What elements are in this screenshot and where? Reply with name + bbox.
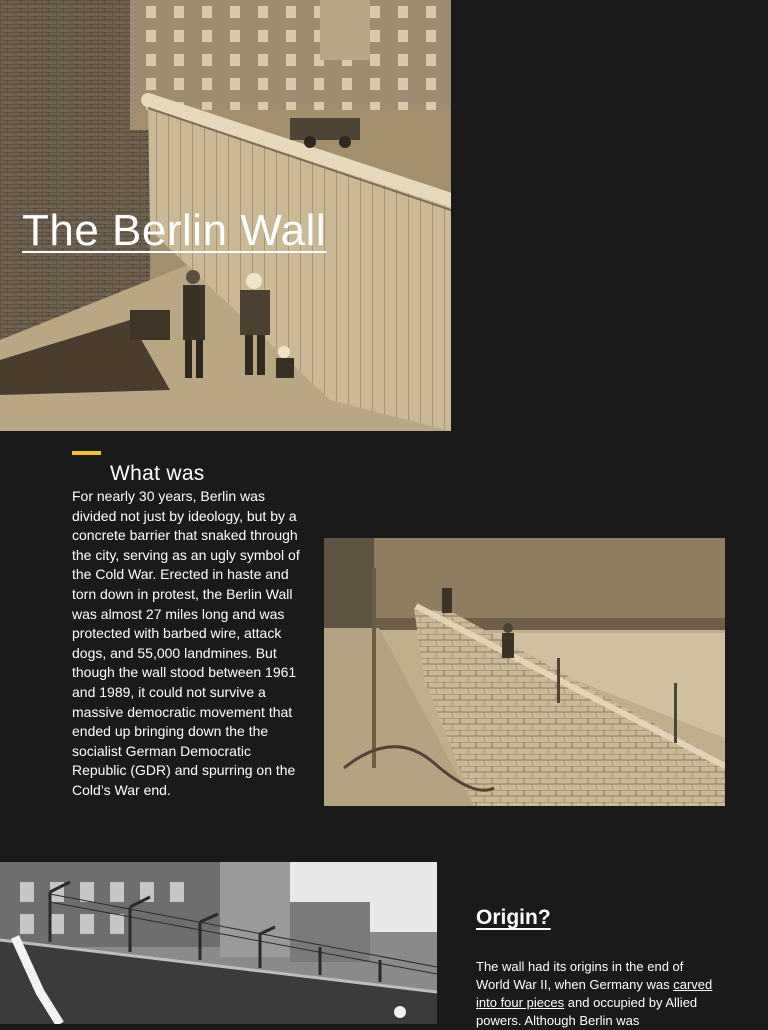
- origin-paragraph: [476, 958, 716, 1030]
- origin-text-end: and occupied by Allied powers. Although Berlin was: [476, 995, 698, 1028]
- origin-text-start: The wall had its origins in the end of World War II, when Germany was: [476, 959, 684, 992]
- wall-street-image: [324, 538, 725, 806]
- what-was-heading: What was: [110, 462, 205, 485]
- what-was-paragraph: For nearly 30 years, Berlin was divided not just by ideology, but by a concrete barrier that snaked through the city, serving as an ugly symbol of the Cold War. Erected in haste and torn down in protest, the Berlin Wall was almost 27 miles long and was protected with barbed wire, attack dogs, and 55,000 landmines. But though the wall stood between 1961 and 1989, it could not survive a massive democratic movement that ended up bringing down the the socialist German Democratic Republic (GDR) and spurring on the Cold’s War end.: [72, 488, 300, 798]
- accent-bar: [72, 451, 101, 455]
- origin-heading: Origin?: [476, 906, 551, 929]
- page-title: The Berlin Wall: [22, 206, 327, 255]
- four-pieces-link[interactable]: carved into four pieces: [476, 977, 713, 1010]
- wall-photo-3: [0, 862, 437, 1024]
- barbed-wire-wall-image: [0, 862, 437, 1024]
- wall-photo-2: [324, 538, 725, 806]
